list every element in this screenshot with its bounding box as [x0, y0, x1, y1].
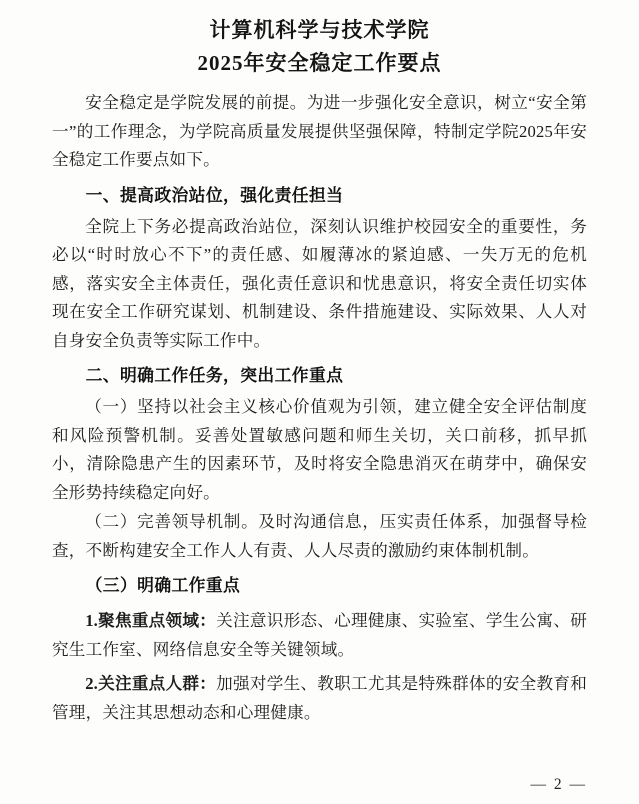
paragraph-key-areas-text: 关注意识形态、心理健康、实验室、学生公寓、研究生工作室、网络信息安全等关键领域。: [52, 611, 587, 659]
paragraph-key-groups-lead: 2.关注重点人群：: [85, 674, 217, 694]
paragraph-key-groups: [52, 670, 587, 727]
paragraph-key-areas: [52, 607, 587, 664]
section-heading-one: 一、提高政治站位，强化责任担当: [85, 185, 344, 205]
page-subtitle: 2025年安全稳定工作要点: [197, 50, 442, 75]
paragraph-intro: 安全稳定是学院发展的前提。为进一步强化安全意识，树立“安全第一”的工作理念，为学院高质量发展提供坚强保障，特制定学院2025年安全稳定工作要点如下。: [52, 93, 587, 170]
paragraph-item-one: （一）坚持以社会主义核心价值观为引领，建立健全安全评估制度和风险预警机制。妥善处置敏感问题和师生关切，关口前移，抓早抓小，清除隐患产生的因素环节，及时将安全隐患消灭在萌芽中，确保安全形势持续稳定向好。: [52, 397, 587, 502]
document-body: [52, 89, 587, 727]
paragraph-key-groups-text: 加强对学生、教职工尤其是特殊群体的安全教育和管理，关注其思想动态和心理健康。: [52, 674, 587, 722]
paragraph-section-one-body: 全院上下务必提高政治站位，深刻认识维护校园安全的重要性，务必以“时时放心不下”的责任感、如履薄冰的紧迫感、一失万无的危机感，落实安全主体责任，强化责任意识和忧患意识，将安全责任切实体现在安全工作研究谋划、机制建设、条件措施建设、实际效果、人人对自身安全负责等实际工作中。: [52, 216, 587, 350]
section-heading-item-three: （三）明确工作重点: [85, 576, 241, 596]
page-number: — 2 —: [530, 776, 587, 793]
title-block: [52, 14, 587, 79]
paragraph-key-areas-lead: 1.聚焦重点领域：: [85, 611, 217, 631]
page-title: 计算机科学与技术学院: [209, 18, 430, 42]
paragraph-item-two: （二）完善领导机制。及时沟通信息，压实责任体系，加强督导检查，不断构建安全工作人人有责、人人尽责的激励约束体制机制。: [52, 512, 587, 560]
section-heading-two: 二、明确工作任务，突出工作重点: [85, 366, 344, 386]
